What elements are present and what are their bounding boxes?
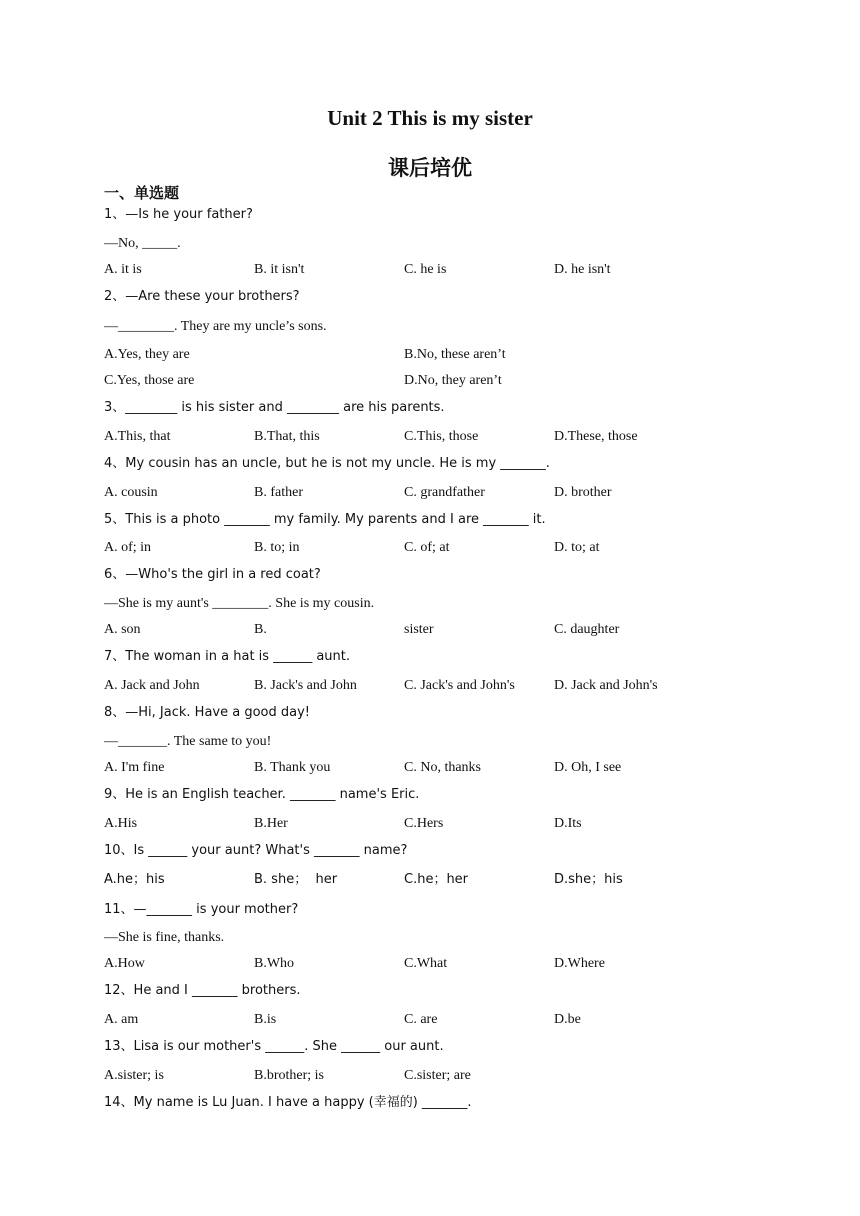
- option-d: D. he isn't: [554, 262, 611, 277]
- option-c: C.Hers: [404, 816, 444, 831]
- option-a: A. son: [104, 622, 141, 637]
- option-a: A. of; in: [104, 540, 152, 555]
- option-d: D. Oh, I see: [554, 760, 622, 775]
- option-d: D.Where: [554, 956, 605, 971]
- page-subtitle: 课后培优: [388, 156, 472, 180]
- option-a: A.His: [104, 816, 138, 831]
- question-stem: 7、The woman in a hat is ______ aunt.: [104, 649, 351, 664]
- option-d: D.No, they aren’t: [404, 373, 502, 388]
- option-b: B.No, these aren’t: [404, 347, 506, 362]
- option-b: B. it isn't: [254, 262, 305, 277]
- question-line: —She is my aunt's ________. She is my cousin.: [104, 596, 375, 611]
- question-stem: 14、My name is Lu Juan. I have a happy (幸福的) _______.: [104, 1095, 472, 1110]
- question-line: —She is fine, thanks.: [104, 930, 225, 945]
- option-a: A.How: [104, 956, 145, 971]
- option-d: D.These, those: [554, 429, 638, 444]
- question-stem: 6、—Who's the girl in a red coat?: [104, 567, 321, 582]
- option-b: B.Her: [254, 816, 288, 831]
- option-c: C. No, thanks: [404, 760, 481, 775]
- question-stem: 10、Is ______ your aunt? What's _______ name?: [104, 843, 408, 858]
- option-a: A. am: [104, 1012, 139, 1027]
- question-stem: 9、He is an English teacher. _______ name's Eric.: [104, 787, 420, 802]
- option-b: B.That, this: [254, 429, 320, 444]
- option-c: C. are: [404, 1012, 438, 1027]
- option-c: C. Jack's and John's: [404, 678, 515, 693]
- option-b: B. she； her: [254, 872, 338, 887]
- option-b: B. Thank you: [254, 760, 331, 775]
- question-line: —________. They are my uncle’s sons.: [104, 319, 327, 334]
- question-stem: 13、Lisa is our mother's ______. She ______ our aunt.: [104, 1039, 444, 1054]
- option-c: C.sister; are: [404, 1068, 471, 1083]
- question-stem: 3、________ is his sister and ________ are his parents.: [104, 400, 445, 415]
- option-d: D.be: [554, 1012, 581, 1027]
- option-a: A. Jack and John: [104, 678, 200, 693]
- option-d: D. Jack and John's: [554, 678, 658, 693]
- option-c: C.This, those: [404, 429, 479, 444]
- question-stem: 8、—Hi, Jack. Have a good day!: [104, 705, 310, 720]
- option-c: C.he；her: [404, 872, 469, 887]
- option-c: C. he is: [404, 262, 447, 277]
- question-stem: 12、He and I _______ brothers.: [104, 983, 301, 998]
- option-b: B. to; in: [254, 540, 300, 555]
- option-d: D. brother: [554, 485, 612, 500]
- option-d: D. to; at: [554, 540, 600, 555]
- option-c: C. daughter: [554, 622, 620, 637]
- section-heading: 一、单选题: [104, 184, 180, 202]
- option-b: B.brother; is: [254, 1068, 324, 1083]
- question-line: —No, _____.: [104, 236, 181, 251]
- option-a: A. cousin: [104, 485, 158, 500]
- option-d: D.she；his: [554, 872, 623, 887]
- option-c: C. grandfather: [404, 485, 485, 500]
- option-b: B.: [254, 622, 267, 637]
- option-d: D.Its: [554, 816, 582, 831]
- question-stem: 11、—_______ is your mother?: [104, 902, 299, 917]
- question-stem: 4、My cousin has an uncle, but he is not my uncle. He is my _______.: [104, 456, 550, 471]
- option-b: B.Who: [254, 956, 295, 971]
- option-a: A. it is: [104, 262, 142, 277]
- page-title: Unit 2 This is my sister: [327, 106, 533, 130]
- question-stem: 2、—Are these your brothers?: [104, 289, 300, 304]
- option-b: B.is: [254, 1012, 277, 1027]
- option-a: A.he；his: [104, 872, 165, 887]
- question-line: —_______. The same to you!: [104, 734, 272, 749]
- option-a: A. I'm fine: [104, 760, 165, 775]
- option-a: A.sister; is: [104, 1068, 164, 1083]
- option-a: A.This, that: [104, 429, 171, 444]
- option-a: A.Yes, they are: [104, 347, 190, 362]
- question-stem: 5、This is a photo _______ my family. My parents and I are _______ it.: [104, 512, 546, 527]
- option-b-text: sister: [404, 622, 434, 637]
- option-b: B. Jack's and John: [254, 678, 357, 693]
- option-b: B. father: [254, 485, 303, 500]
- option-c: C.Yes, those are: [104, 373, 195, 388]
- option-c: C. of; at: [404, 540, 450, 555]
- option-c: C.What: [404, 956, 448, 971]
- question-stem: 1、—Is he your father?: [104, 207, 253, 222]
